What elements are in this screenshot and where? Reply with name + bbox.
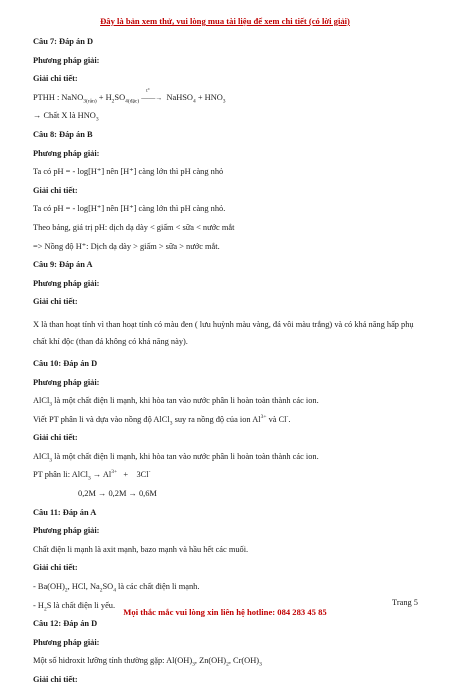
- q7-method-heading: Phương pháp giải:: [33, 55, 100, 65]
- q7-result: → Chất X là $HNO_3$: [33, 111, 99, 124]
- q11-title: Câu 11: Đáp án A: [33, 507, 97, 517]
- q12-title: Câu 12: Đáp án D: [33, 619, 98, 629]
- q7-detail-heading: Giải chi tiết:: [33, 74, 78, 84]
- q10-method-heading: Phương pháp giải:: [33, 377, 100, 387]
- q11-detail-heading: Giải chi tiết:: [33, 563, 78, 573]
- q11-method-text: Chất điện li mạnh là axit mạnh, bazo mạnh và hầu hết các muối.: [33, 544, 249, 554]
- q8-method-heading: Phương pháp giải:: [33, 148, 100, 158]
- q12-method-heading: Phương pháp giải:: [33, 637, 100, 647]
- q10-method-line-2: Viết PT phân li và dựa vào nồng độ AlCl$_3$ suy ra nồng độ của ion $Al^{3+}$ và Cl-.: [33, 413, 291, 427]
- preview-notice-header: Đây là bản xem thử, vui lòng mua tài liệu để xem chi tiết (có lời giải): [100, 16, 350, 26]
- q8-detail-line-3: => Nồng độ H⁺: Dịch dạ dày > giấm > sữa > nước mắt.: [33, 241, 220, 251]
- q8-detail-line-2: Theo bảng, giá trị pH: dịch dạ dày < giấm < sữa < nước mắt: [33, 222, 235, 232]
- q10-detail-heading: Giải chi tiết:: [33, 433, 78, 443]
- q9-detail-heading: Giải chi tiết:: [33, 297, 78, 307]
- q10-detail-line-1: AlCl$_3$ là một chất điện li mạnh, khi hòa tan vào nước phân li hoàn toàn thành các ion.: [33, 451, 319, 464]
- hotline-footer: Mọi thắc mắc vui lòng xin liên hệ hotline: 084 283 45 85: [123, 607, 327, 617]
- reaction-arrow: t° ——→: [141, 88, 163, 102]
- q8-detail-heading: Giải chi tiết:: [33, 185, 78, 195]
- q10-concentrations: 0,2M → 0,2M → 0,6M: [78, 489, 157, 499]
- q8-method-text: Ta có pH = - log[H⁺] nên [H⁺] càng lớn thì pH càng nhỏ: [33, 167, 224, 177]
- q12-method-text: Một số hidroxit lưỡng tính thường gặp: $Al(OH)_3$, $Zn(OH)_2$, $Cr(OH)_3$: [33, 656, 262, 669]
- page-number: Trang 5: [392, 598, 418, 607]
- q7-equation: PTHH : NaNO$_{3(rắn)}$ + $H_2SO_{4(đặc)}$ t° ——→ NaHSO$_4$ + $HNO_3$: [33, 88, 226, 105]
- answer-content: [33, 37, 420, 694]
- q9-title: Câu 9: Đáp án A: [33, 260, 93, 270]
- q10-dissociation-equation: PT phân li: AlCl$_3$ → $Al^{3+}$ + 3Cl-: [33, 469, 151, 483]
- q12-detail-heading: Giải chi tiết:: [33, 675, 78, 684]
- q9-method-heading: Phương pháp giải:: [33, 278, 100, 288]
- q10-title: Câu 10: Đáp án D: [33, 358, 98, 368]
- q8-title: Câu 8: Đáp án B: [33, 129, 93, 139]
- q10-method-line-1: AlCl$_3$ là một chất điện li mạnh, khi hòa tan vào nước phân li hoàn toàn thành các ion.: [33, 396, 319, 408]
- q11-detail-line-1: - $Ba(OH)_2$, HCl, $Na_2SO_4$ là các chất điện li mạnh.: [33, 582, 200, 594]
- q11-method-heading: Phương pháp giải:: [33, 526, 100, 536]
- q7-title: Câu 7: Đáp án D: [33, 37, 94, 46]
- q9-detail-text: X là than hoạt tính vì than hoạt tính có màu đen ( lưu huỳnh màu vàng, đá vôi màu trắng) và có khả năng hấp phụ chất khí độc (than đá không có khả năng này).: [33, 319, 414, 347]
- q8-detail-line-1: Ta có pH = - log[H⁺] nên [H⁺] càng lớn thì pH càng nhỏ.: [33, 204, 226, 214]
- q11-detail-line-2: - $H_2S$ là chất điện li yếu.: [33, 600, 116, 613]
